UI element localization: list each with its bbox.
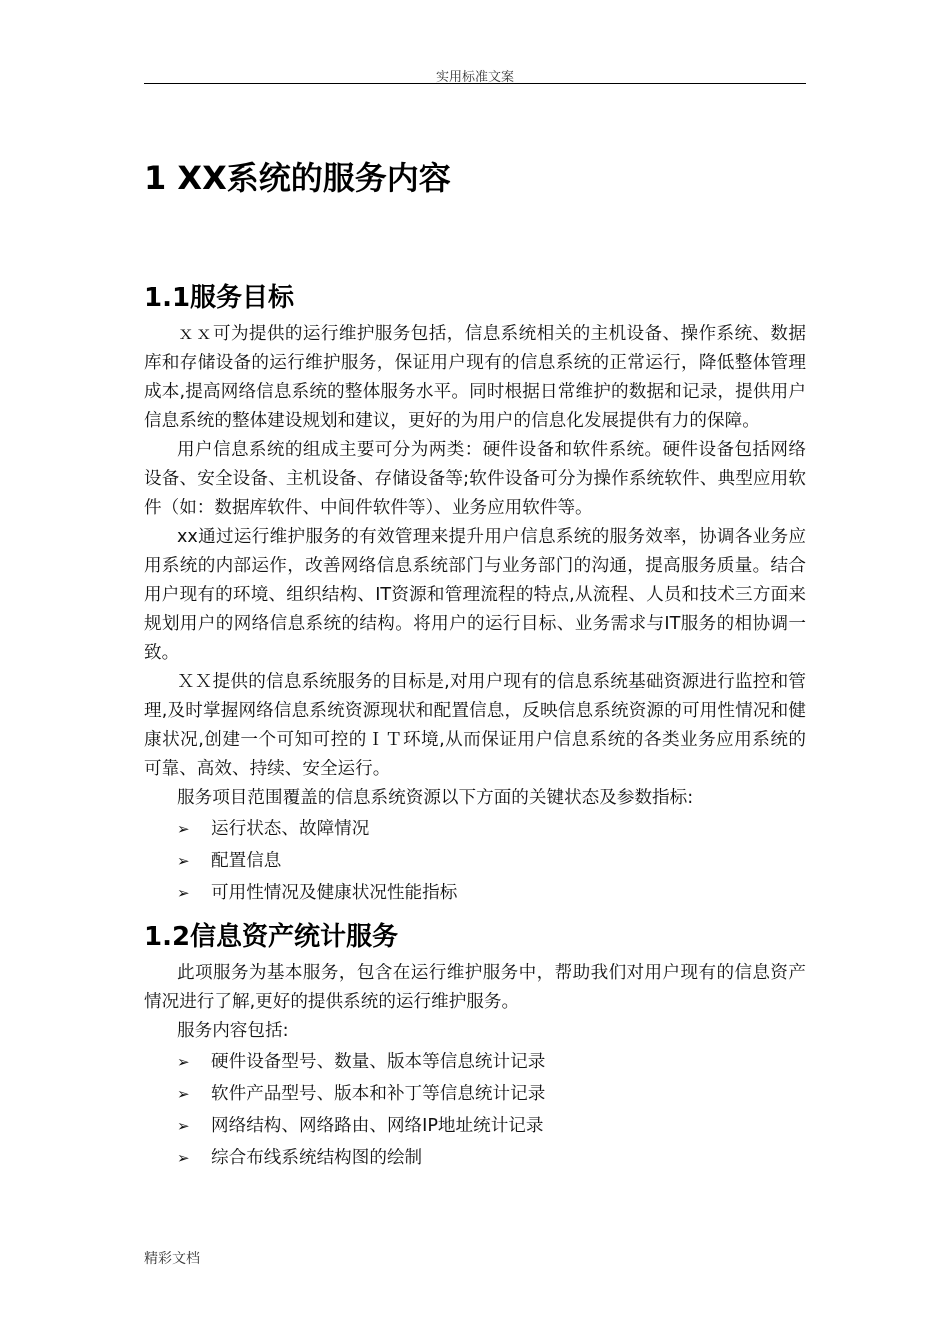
list-item-text: 软件产品型号、版本和补丁等信息统计记录	[211, 1084, 546, 1104]
page-footer: 精彩文档	[144, 1251, 200, 1267]
bullet-list	[144, 813, 806, 909]
paragraph: xx通过运行维护服务的有效管理来提升用户信息系统的服务效率，协调各业务应用系统的内部运作，改善网络信息系统部门与业务部门的沟通，提高服务质量。结合用户现有的环境、组织结构、IT资源和管理流程的特点,从流程、人员和技术三方面来规划用户的网络信息系统的结构。将用户的运行目标、业务需求与IT服务的相协调一致。	[144, 527, 806, 663]
arrow-bullet-icon: ➢	[177, 1117, 190, 1135]
list-item-text: 可用性情况及健康状况性能指标	[211, 883, 458, 903]
list-item-text: 运行状态、故障情况	[211, 819, 370, 839]
list-item	[144, 1110, 806, 1142]
list-item	[144, 1078, 806, 1110]
section-title-service-goal: 1.1服务目标	[144, 283, 295, 313]
paragraph: 服务项目范围覆盖的信息系统资源以下方面的关键状态及参数指标:	[177, 788, 694, 808]
document-body	[144, 150, 806, 1174]
paragraph: 服务内容包括:	[177, 1021, 289, 1041]
list-item-text: 网络结构、网络路由、网络IP地址统计记录	[211, 1116, 544, 1136]
paragraph: 用户信息系统的组成主要可分为两类：硬件设备和软件系统。硬件设备包括网络设备、安全设备、主机设备、存储设备等;软件设备可分为操作系统软件、典型应用软件（如：数据库软件、中间件软件等）、业务应用软件等。	[144, 440, 806, 518]
arrow-bullet-icon: ➢	[177, 1053, 190, 1071]
paragraph: ＸＸ提供的信息系统服务的目标是,对用户现有的信息系统基础资源进行监控和管理,及时掌握网络信息系统资源现状和配置信息，反映信息系统资源的可用性情况和健康状况,创建一个可知可控的ＩＴ环境,从而保证用户信息系统的各类业务应用系统的可靠、高效、持续、安全运行。	[144, 672, 806, 779]
list-item	[144, 813, 806, 845]
chapter-title: 1 XX系统的服务内容	[144, 159, 451, 197]
list-item	[144, 845, 806, 877]
arrow-bullet-icon: ➢	[177, 1149, 190, 1167]
section-title-asset-statistics: 1.2信息资产统计服务	[144, 922, 399, 952]
list-item-text: 配置信息	[211, 851, 282, 871]
list-item	[144, 1046, 806, 1078]
page-header: 实用标准文案	[435, 70, 514, 85]
paragraph: ｘｘ可为提供的运行维护服务包括，信息系统相关的主机设备、操作系统、数据库和存储设备的运行维护服务，保证用户现有的信息系统的正常运行，降低整体管理成本,提高网络信息系统的整体服务水平。同时根据日常维护的数据和记录，提供用户信息系统的整体建设规划和建议，更好的为用户的信息化发展提供有力的保障。	[144, 324, 806, 431]
header-rule	[144, 83, 806, 84]
list-item-text: 综合布线系统结构图的绘制	[211, 1148, 423, 1168]
arrow-bullet-icon: ➢	[177, 820, 190, 838]
arrow-bullet-icon: ➢	[177, 852, 190, 870]
paragraph: 此项服务为基本服务，包含在运行维护服务中，帮助我们对用户现有的信息资产情况进行了解,更好的提供系统的运行维护服务。	[144, 963, 806, 1012]
arrow-bullet-icon: ➢	[177, 1085, 190, 1103]
list-item	[144, 877, 806, 909]
bullet-list	[144, 1046, 806, 1174]
arrow-bullet-icon: ➢	[177, 884, 190, 902]
list-item	[144, 1142, 806, 1174]
list-item-text: 硬件设备型号、数量、版本等信息统计记录	[211, 1052, 546, 1072]
